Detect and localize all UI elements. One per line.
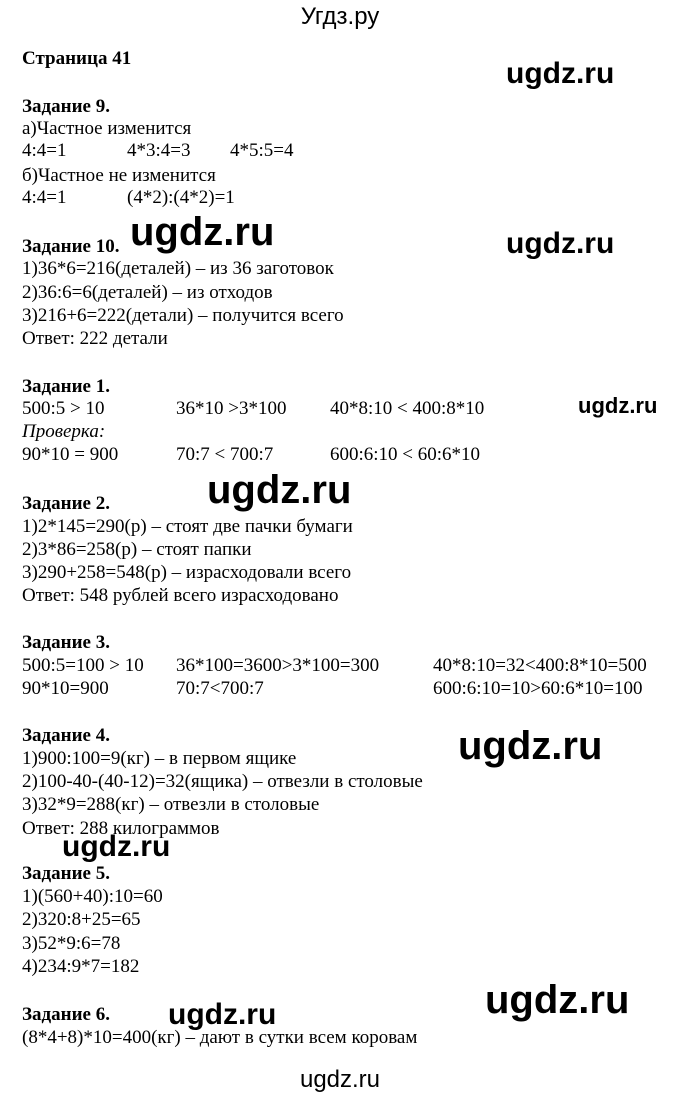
watermark: ugdz.ru [130,210,275,254]
task-line: 4)234:9*7=182 [22,956,140,977]
task-line: 2)100-40-(40-12)=32(ящика) – отвезли в столовые [22,771,423,792]
task-title: Задание 1. [22,376,110,397]
watermark: ugdz.ru [207,468,352,512]
task-answer: Ответ: 288 килограммов [22,818,220,839]
task-answer: Ответ: 222 детали [22,328,168,349]
task-line: б)Частное не изменится [22,165,216,186]
watermark: ugdz.ru [506,227,615,260]
equation: 36*100=3600>3*100=300 [176,655,380,676]
task-answer: Ответ: 548 рублей всего израсходовано [22,585,339,606]
task-line: 3)216+6=222(детали) – получится всего [22,305,344,326]
task-line: 1)900:100=9(кг) – в первом ящике [22,748,297,769]
watermark: ugdz.ru [62,830,171,863]
equation: 36*10 >3*100 [176,398,287,419]
task-title: Задание 5. [22,863,110,884]
task-line: 3)290+258=548(р) – израсходовали всего [22,562,352,583]
equation: 600:6:10=10>60:6*10=100 [433,678,643,699]
equation: 500:5 > 10 [22,398,105,419]
equation: 500:5=100 > 10 [22,655,144,676]
watermark: ugdz.ru [168,998,277,1031]
task-line: 3)32*9=288(кг) – отвезли в столовые [22,794,320,815]
task-line: 2)3*86=258(р) – стоят папки [22,539,252,560]
equation: 90*10=900 [22,678,109,699]
watermark: ugdz.ru [485,978,630,1022]
task-title: Задание 3. [22,632,110,653]
check-label: Проверка: [22,421,106,442]
equation: 4:4=1 [22,140,67,161]
task-line: а)Частное изменится [22,118,192,139]
equation: 70:7<700:7 [176,678,264,699]
equation: 4*5:5=4 [230,140,294,161]
site-header: Угдз.ру [300,3,380,30]
task-title: Задание 10. [22,236,120,257]
task-line: 1)36*6=216(деталей) – из 36 заготовок [22,258,334,279]
task-line: 1)(560+40):10=60 [22,886,163,907]
task-line: 2)36:6=6(деталей) – из отходов [22,282,273,303]
site-footer: ugdz.ru [299,1066,381,1093]
task-line: 2)320:8+25=65 [22,909,141,930]
equation: 4:4=1 [22,187,67,208]
task-line: (8*4+8)*10=400(кг) – дают в сутки всем коровам [22,1027,418,1048]
task-title: Задание 2. [22,493,110,514]
page-title: Страница 41 [22,48,132,69]
equation: 90*10 = 900 [22,444,119,465]
equation: (4*2):(4*2)=1 [127,187,235,208]
task-title: Задание 4. [22,725,110,746]
equation: 4*3:4=3 [127,140,191,161]
task-title: Задание 9. [22,96,110,117]
task-line: 3)52*9:6=78 [22,933,121,954]
task-title: Задание 6. [22,1004,110,1025]
watermark: ugdz.ru [578,393,658,418]
equation: 40*8:10 < 400:8*10 [330,398,485,419]
watermark: ugdz.ru [458,724,603,768]
equation: 70:7 < 700:7 [176,444,274,465]
equation: 40*8:10=32<400:8*10=500 [433,655,647,676]
equation: 600:6:10 < 60:6*10 [330,444,481,465]
watermark: ugdz.ru [506,57,615,90]
task-line: 1)2*145=290(р) – стоят две пачки бумаги [22,516,353,537]
